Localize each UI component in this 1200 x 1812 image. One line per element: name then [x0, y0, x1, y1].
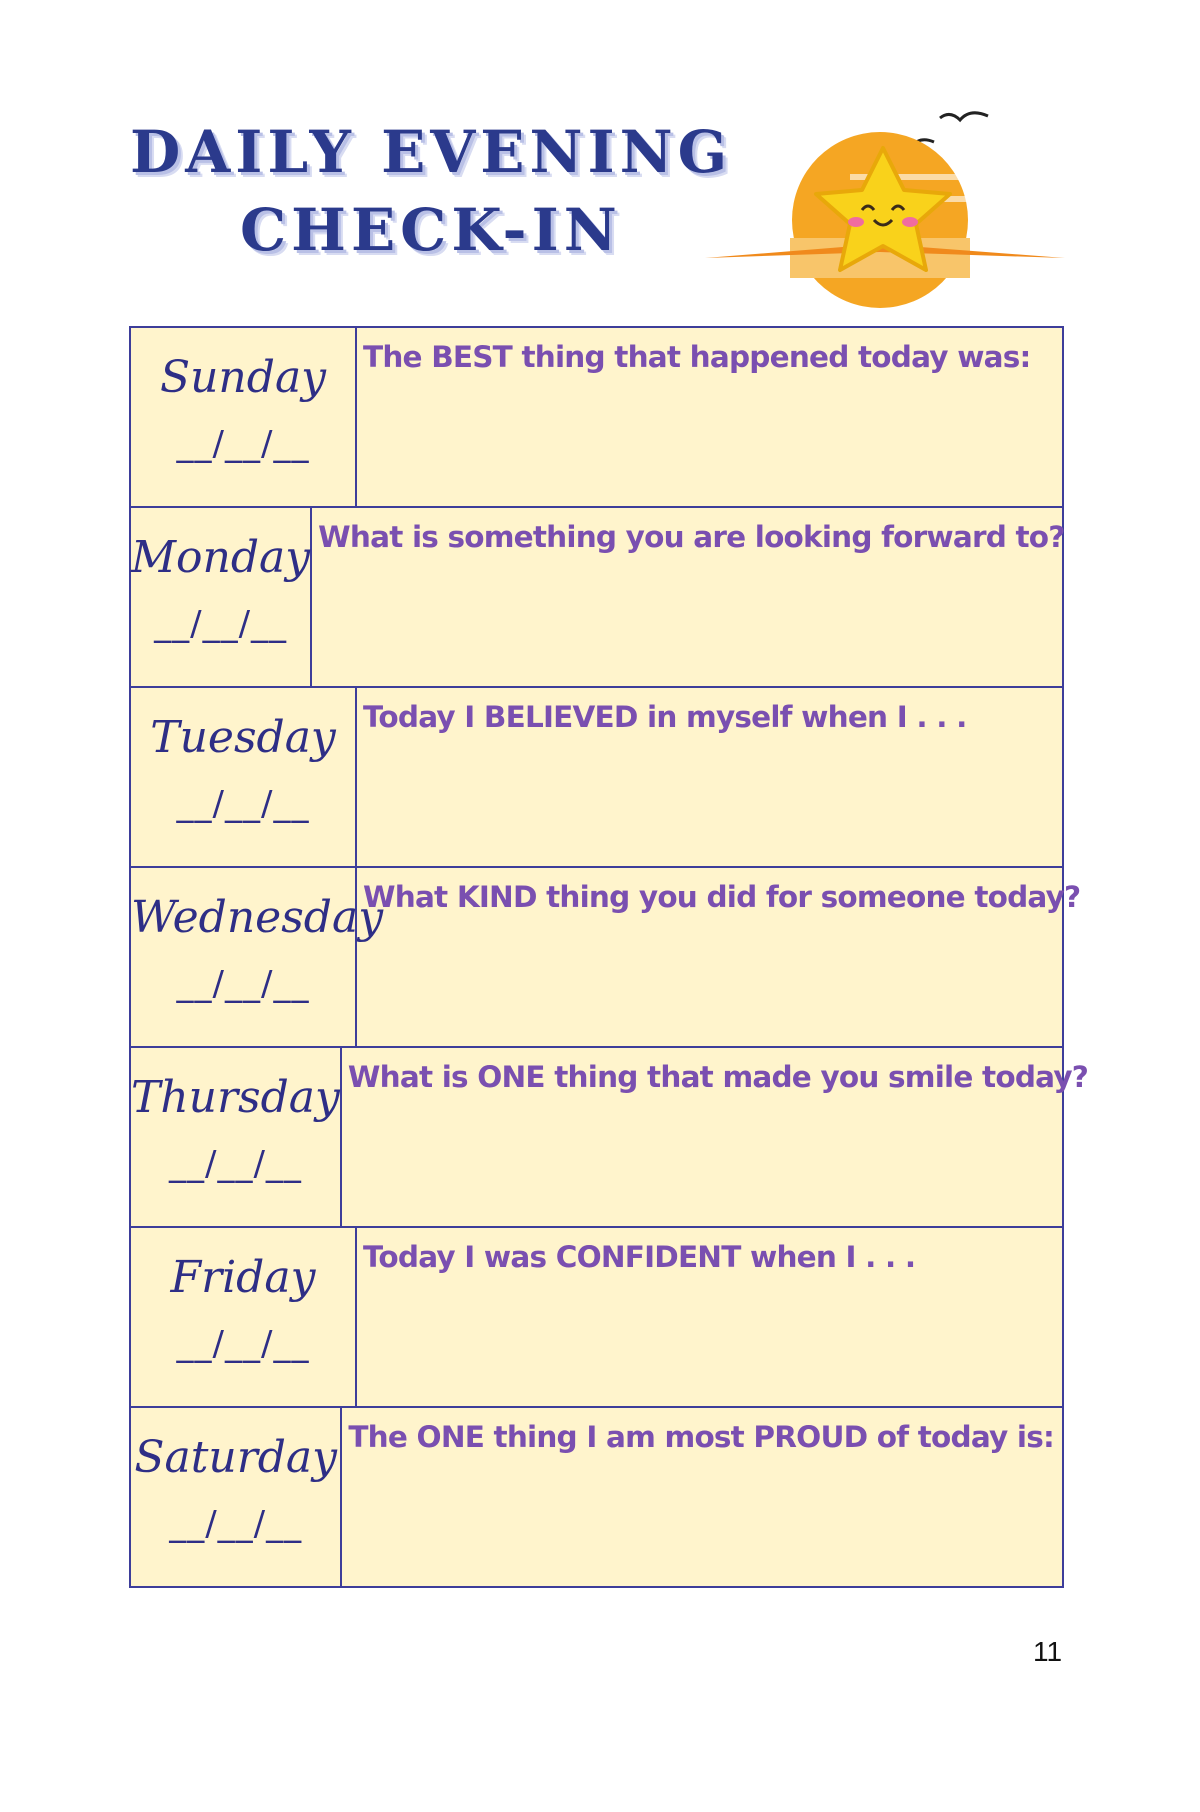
day-label: Saturday — [134, 1432, 338, 1483]
prompt-text: The ONE thing I am most PROUD of today is: — [348, 1420, 1054, 1454]
table-row — [131, 1228, 1062, 1408]
answer-cell — [357, 688, 1062, 866]
date-blank: __/__/__ — [154, 604, 288, 644]
day-label: Sunday — [159, 352, 327, 403]
table-row — [131, 868, 1081, 1048]
table-row — [131, 508, 1065, 688]
smiling-star-sunset-icon — [700, 110, 1070, 310]
page-title-line-1: DAILY EVENING — [130, 118, 733, 186]
day-cell — [131, 1408, 342, 1586]
date-blank: __/__/__ — [176, 424, 310, 464]
prompt-text: Today I was CONFIDENT when I . . . — [363, 1240, 916, 1274]
prompt-text: The BEST thing that happened today was: — [363, 340, 1031, 374]
day-cell — [131, 508, 312, 686]
answer-cell — [357, 328, 1062, 506]
day-label: Friday — [170, 1252, 316, 1303]
day-label: Monday — [131, 532, 311, 583]
prompt-text: Today I BELIEVED in myself when I . . . — [363, 700, 967, 734]
answer-cell — [342, 1408, 1062, 1586]
table-row — [131, 328, 1062, 508]
bird-icon — [940, 113, 988, 120]
answer-cell — [342, 1048, 1096, 1226]
prompt-text: What is something you are looking forward to? — [318, 520, 1065, 554]
date-blank: __/__/__ — [176, 1324, 310, 1364]
day-cell — [131, 1228, 357, 1406]
day-cell — [131, 328, 357, 506]
day-label: Tuesday — [150, 712, 336, 763]
date-blank: __/__/__ — [176, 784, 310, 824]
day-cell — [131, 868, 384, 1046]
date-blank: __/__/__ — [176, 964, 310, 1004]
day-label: Thursday — [131, 1072, 340, 1123]
page-number: 11 — [1033, 1636, 1063, 1667]
table-row — [131, 688, 1062, 868]
table-row — [131, 1048, 1089, 1228]
prompt-text: What KIND thing you did for someone today? — [363, 880, 1081, 914]
answer-cell — [312, 508, 1072, 686]
day-cell — [131, 688, 357, 866]
day-label: Wednesday — [131, 892, 384, 943]
page-title-line-2: CHECK-IN — [240, 196, 622, 264]
answer-cell — [357, 868, 1088, 1046]
date-blank: __/__/__ — [169, 1504, 303, 1544]
prompt-text: What is ONE thing that made you smile today? — [347, 1060, 1089, 1094]
answer-cell — [357, 1228, 1062, 1406]
date-blank: __/__/__ — [168, 1144, 302, 1184]
table-row — [131, 1408, 1062, 1586]
daily-checkin-table — [129, 326, 1089, 1588]
day-cell — [131, 1048, 342, 1226]
